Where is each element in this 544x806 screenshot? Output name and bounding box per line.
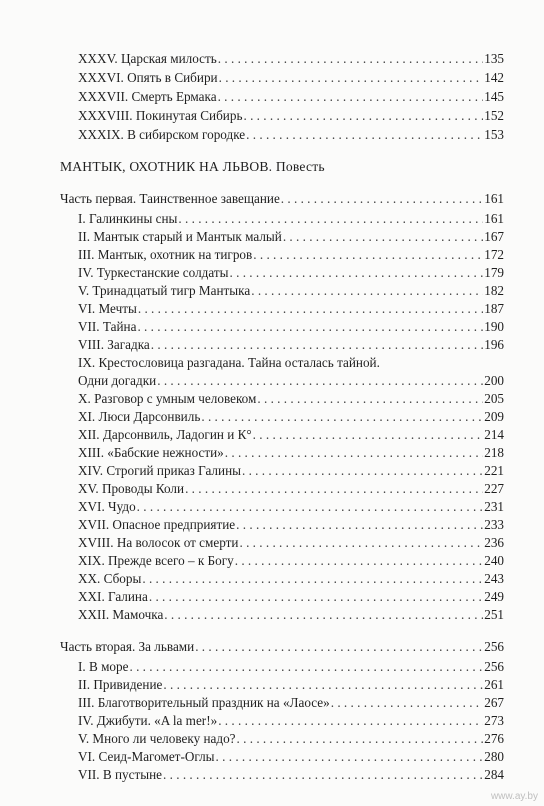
- leader-dots: [257, 390, 483, 408]
- entry-page: 221: [484, 463, 504, 478]
- leader-dots: [283, 228, 483, 246]
- toc-entry: [78, 462, 504, 480]
- leader-dots: [237, 730, 484, 748]
- entry-title: XXXVIII. Покинутая Сибирь: [78, 108, 243, 123]
- entry-title: VI. Мечты: [78, 301, 137, 316]
- entry-title: XV. Проводы Коли: [78, 481, 185, 496]
- entry-page: 280: [484, 749, 504, 764]
- entry-page: 251: [484, 607, 504, 622]
- entry-title: I. Галинкины сны: [78, 211, 178, 226]
- entry-title: XX. Сборы: [78, 571, 142, 586]
- toc-entry: [78, 658, 504, 676]
- leader-dots: [201, 408, 483, 426]
- entry-page: 172: [484, 247, 504, 262]
- entry-page: 284: [484, 767, 504, 782]
- entry-title: XXXIX. В сибирском городке: [78, 127, 246, 142]
- entry-page: 227: [484, 481, 504, 496]
- entry-title: XXI. Галина: [78, 589, 148, 604]
- part-title: Часть вторая. За львами: [60, 639, 195, 654]
- toc-entry: [78, 748, 504, 766]
- entry-title: XII. Дарсонвиль, Ладогин и К°: [78, 427, 252, 442]
- toc-entry: [78, 766, 504, 784]
- toc-entry: [78, 712, 504, 730]
- entry-title: X. Разговор с умным человеком: [78, 391, 257, 406]
- leader-dots: [137, 318, 483, 336]
- toc-entry: [78, 516, 504, 534]
- entry-ix-title: IX. Крестословица разгадана. Тайна осталась тайной.: [78, 355, 380, 370]
- leader-dots: [178, 210, 483, 228]
- leader-dots: [195, 638, 483, 656]
- toc-entry: [78, 318, 504, 336]
- entry-title: XIV. Строгий приказ Галины: [78, 463, 241, 478]
- leader-dots: [218, 712, 483, 730]
- leader-dots: [225, 444, 483, 462]
- toc-entry: [78, 606, 504, 624]
- toc-entry: [78, 390, 504, 408]
- leader-dots: [281, 190, 483, 208]
- entry-title: II. Мантык старый и Мантык малый: [78, 229, 282, 244]
- leader-dots: [219, 69, 484, 87]
- part-heading: [60, 190, 504, 208]
- leader-dots: [218, 88, 484, 106]
- entry-page: 142: [484, 70, 504, 85]
- toc-entry: [78, 50, 504, 68]
- toc-entry: [78, 426, 504, 444]
- leader-dots: [216, 748, 484, 766]
- entry-page: 233: [484, 517, 504, 532]
- leader-dots: [129, 658, 483, 676]
- leader-dots: [163, 766, 483, 784]
- section-title: МАНТЫК, ОХОТНИК НА ЛЬВОВ. Повесть: [60, 159, 325, 174]
- leader-dots: [163, 676, 483, 694]
- leader-dots: [243, 107, 483, 125]
- entry-page: 205: [484, 391, 504, 406]
- leader-dots: [239, 534, 483, 552]
- entry-page: 231: [484, 499, 504, 514]
- toc-entry: [78, 246, 504, 264]
- toc-entry: [78, 694, 504, 712]
- entry-page: 214: [484, 427, 504, 442]
- entry-title: XXII. Мамочка: [78, 607, 164, 622]
- toc-entry: [78, 534, 504, 552]
- toc-entry: [78, 228, 504, 246]
- toc-entry: [78, 336, 504, 354]
- toc-entry: [78, 480, 504, 498]
- entry-page: 240: [484, 553, 504, 568]
- entry-title: I. В море: [78, 659, 129, 674]
- toc-entry: [78, 570, 504, 588]
- entry-page: 145: [484, 89, 504, 104]
- entry-page: 152: [484, 108, 504, 123]
- entry-title: XI. Люси Дарсонвиль: [78, 409, 201, 424]
- entry-title: VII. Тайна: [78, 319, 137, 334]
- entry-title: XVI. Чудо: [78, 499, 136, 514]
- leader-dots: [246, 126, 483, 144]
- leader-dots: [235, 552, 483, 570]
- toc-entry: [78, 264, 504, 282]
- leader-dots: [137, 498, 484, 516]
- toc-entry: [78, 588, 504, 606]
- entry-title: V. Много ли человеку надо?: [78, 731, 236, 746]
- toc-entry: [78, 408, 504, 426]
- leader-dots: [218, 50, 483, 68]
- watermark: www.ay.by: [490, 791, 538, 802]
- part-page: 161: [484, 191, 504, 206]
- entry-title: XVII. Опасное предприятие: [78, 517, 236, 532]
- entry-page: 187: [484, 301, 504, 316]
- leader-dots: [185, 480, 483, 498]
- leader-dots: [242, 462, 483, 480]
- entry-page: 249: [484, 589, 504, 604]
- toc-entry: [78, 676, 504, 694]
- toc-entry: [78, 730, 504, 748]
- entry-title: XIX. Прежде всего – к Богу: [78, 553, 234, 568]
- entry-page: 190: [484, 319, 504, 334]
- entry-page: 276: [484, 731, 504, 746]
- entry-page: 182: [484, 283, 504, 298]
- entry-title: Одни догадки: [78, 373, 157, 388]
- leader-dots: [157, 372, 483, 390]
- entry-page: 167: [484, 229, 504, 244]
- leader-dots: [149, 588, 483, 606]
- part-title: Часть первая. Таинственное завещание: [60, 191, 280, 206]
- leader-dots: [251, 282, 483, 300]
- entry-page: 243: [484, 571, 504, 586]
- entry-page: 256: [484, 659, 504, 674]
- entry-page: 267: [484, 695, 504, 710]
- toc-entry: [78, 69, 504, 87]
- leader-dots: [236, 516, 483, 534]
- entry-page: 135: [484, 51, 504, 66]
- entry-title: XXXV. Царская милость: [78, 51, 217, 66]
- leader-dots: [138, 300, 483, 318]
- leader-dots: [230, 264, 484, 282]
- entry-page: 200: [484, 373, 504, 388]
- entry-title: II. Привидение: [78, 677, 163, 692]
- entry-title: VI. Сеид-Магомет-Оглы: [78, 749, 215, 764]
- entry-title: V. Тринадцатый тигр Мантыка: [78, 283, 251, 298]
- entry-title: VII. В пустыне: [78, 767, 163, 782]
- entry-title: IV. Туркестанские солдаты: [78, 265, 229, 280]
- leader-dots: [142, 570, 483, 588]
- toc-entry: [78, 126, 504, 144]
- entry-page: 196: [484, 337, 504, 352]
- toc-entry: [78, 107, 504, 125]
- leader-dots: [253, 426, 484, 444]
- toc-entry: [78, 372, 504, 390]
- entry-title: III. Мантык, охотник на тигров: [78, 247, 253, 262]
- entry-page: 218: [484, 445, 504, 460]
- entry-page: 261: [484, 677, 504, 692]
- entry-page: 273: [484, 713, 504, 728]
- entry-page: 179: [484, 265, 504, 280]
- entry-title: IV. Джибути. «A la mer!»: [78, 713, 218, 728]
- entry-title: VIII. Загадка: [78, 337, 150, 352]
- toc-entry: [78, 444, 504, 462]
- entry-title: XXXVI. Опять в Сибири: [78, 70, 218, 85]
- entry-page: 236: [484, 535, 504, 550]
- leader-dots: [331, 694, 484, 712]
- toc-entry: [78, 282, 504, 300]
- leader-dots: [164, 606, 483, 624]
- toc-entry: [78, 210, 504, 228]
- entry-page: 209: [484, 409, 504, 424]
- leader-dots: [151, 336, 483, 354]
- entry-title: III. Благотворительный праздник на «Лаосе»: [78, 695, 330, 710]
- part-page: 256: [484, 639, 504, 654]
- leader-dots: [253, 246, 483, 264]
- toc-entry: [78, 300, 504, 318]
- entry-page: 153: [484, 127, 504, 142]
- entry-title: XIII. «Бабские нежности»: [78, 445, 224, 460]
- toc-entry: [78, 88, 504, 106]
- entry-page: 161: [484, 211, 504, 226]
- part-heading: [60, 638, 504, 656]
- entry-title: XXXVII. Смерть Ермака: [78, 89, 217, 104]
- toc-entry: [78, 552, 504, 570]
- toc-entry: [78, 498, 504, 516]
- entry-title: XVIII. На волосок от смерти: [78, 535, 239, 550]
